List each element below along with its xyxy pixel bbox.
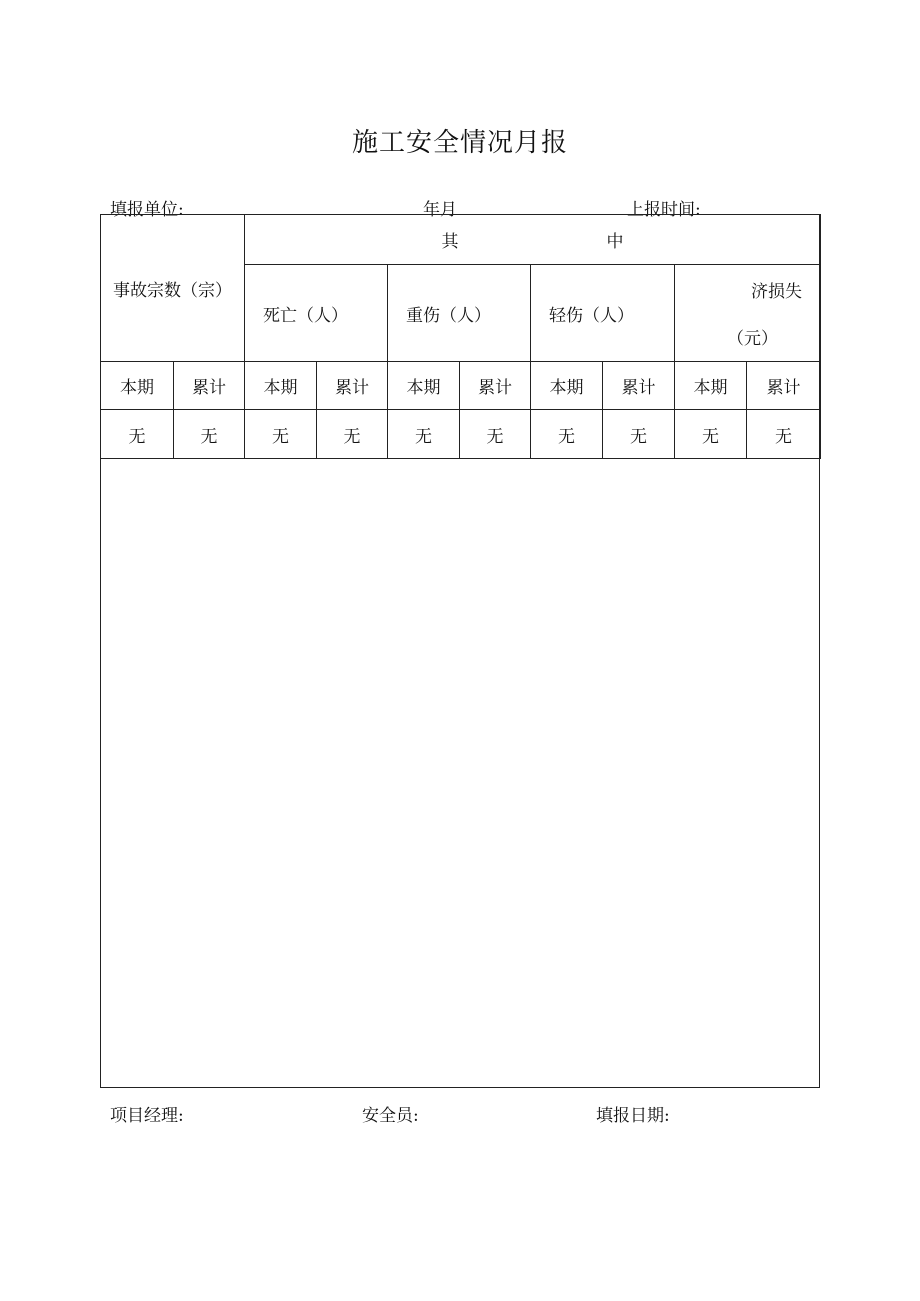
subheader-cell: 累计 xyxy=(747,362,821,410)
death-header xyxy=(245,265,388,362)
project-manager-label: 项目经理: xyxy=(110,1106,184,1126)
page-title: 施工安全情况月报 xyxy=(351,128,568,158)
subheader-cell: 累计 xyxy=(174,362,245,410)
subheader-cell: 本期 xyxy=(245,362,317,410)
value-cell: 无 xyxy=(603,410,675,459)
value-cell: 无 xyxy=(245,410,317,459)
report-table xyxy=(100,214,821,459)
minor-injury-header xyxy=(531,265,675,362)
economic-loss-label: 济损失 xyxy=(751,282,802,302)
among-label-2: 中 xyxy=(606,232,624,252)
value-cell: 无 xyxy=(460,410,531,459)
value-cell: 无 xyxy=(531,410,603,459)
fill-date-label: 填报日期: xyxy=(596,1106,670,1126)
serious-injury-label: 重伤（人） xyxy=(406,305,491,326)
subheader-cell: 本期 xyxy=(388,362,460,410)
economic-loss-header xyxy=(675,265,821,362)
safety-officer-label: 安全员: xyxy=(362,1106,419,1126)
minor-injury-label: 轻伤（人） xyxy=(549,305,634,326)
serious-injury-header xyxy=(388,265,531,362)
among-header xyxy=(245,215,821,265)
economic-loss-unit: （元） xyxy=(727,329,778,349)
value-cell: 无 xyxy=(675,410,747,459)
subheader-cell: 累计 xyxy=(460,362,531,410)
value-cell: 无 xyxy=(317,410,388,459)
unit-label: 填报单位: xyxy=(110,200,184,220)
subheader-cell: 本期 xyxy=(101,362,174,410)
accidents-header xyxy=(101,215,245,362)
report-time-label: 上报时间: xyxy=(627,200,701,220)
subheader-cell: 本期 xyxy=(531,362,603,410)
value-cell: 无 xyxy=(388,410,460,459)
value-cell: 无 xyxy=(174,410,245,459)
year-month-label: 年月 xyxy=(423,200,457,220)
value-cell: 无 xyxy=(101,410,174,459)
subheader-cell: 累计 xyxy=(603,362,675,410)
value-cell: 无 xyxy=(747,410,821,459)
accidents-label: 事故宗数（宗） xyxy=(113,280,232,301)
subheader-cell: 累计 xyxy=(317,362,388,410)
death-label: 死亡（人） xyxy=(263,305,348,326)
subheader-cell: 本期 xyxy=(675,362,747,410)
among-label-1: 其 xyxy=(441,232,459,252)
